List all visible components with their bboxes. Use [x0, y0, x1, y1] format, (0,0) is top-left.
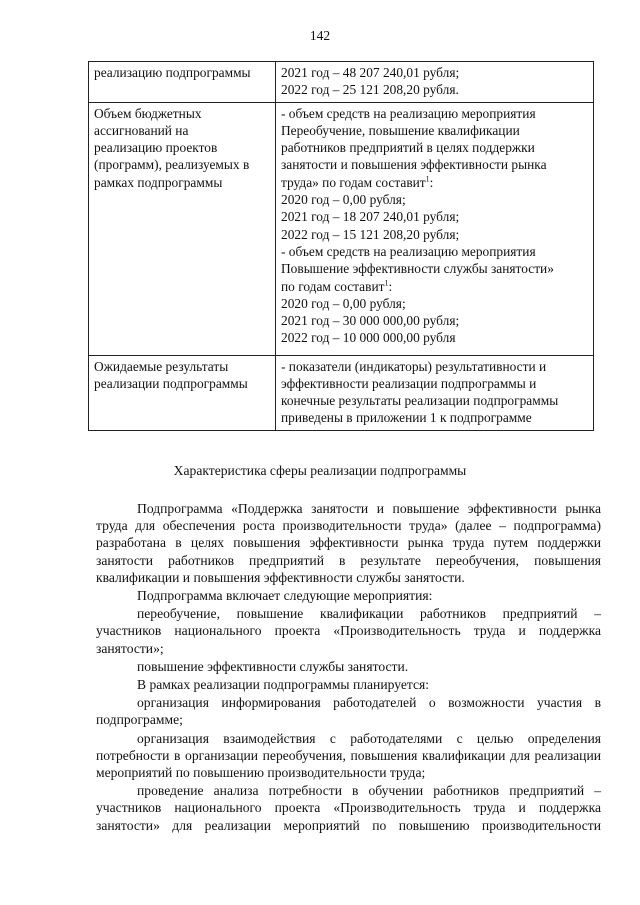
body-paragraph: проведение анализа потребности в обучении работников предприятий – участников национального проекта «Производительность труда и поддержка занятости» для реализации мероприятий по повышению производительности	[96, 783, 601, 833]
value-line: - объем средств на реализацию мероприятия	[281, 243, 536, 259]
value-line: 2022 год – 15 121 208,20 рубля;	[281, 226, 460, 242]
section-heading: Характеристика сферы реализации подпрограммы	[173, 463, 467, 478]
body-paragraph: Подпрограмма включает следующие мероприятия:	[137, 588, 433, 604]
table-value-cell	[276, 62, 594, 103]
subprogram-passport-table	[88, 61, 594, 431]
value-line: Переобучение, повышение квалификации	[281, 122, 520, 138]
value-line: 2020 год – 0,00 рубля;	[281, 295, 406, 311]
body-paragraph: организация информирования работодателей о возможности участия в подпрограмме;	[96, 695, 601, 728]
value-line: 2022 год – 25 121 208,20 рубля.	[281, 82, 459, 98]
label-line: рамках подпрограммы	[94, 174, 223, 190]
footnote-mark: 1	[425, 174, 430, 184]
value-line: - объем средств на реализацию мероприятия	[281, 105, 536, 121]
label-line: ассигнований на	[94, 122, 189, 138]
value-line: работников предприятий в целях поддержки	[281, 140, 535, 156]
value-line: 2021 год – 30 000 000,00 рубля;	[281, 313, 460, 329]
table-row	[89, 62, 594, 103]
table-row	[89, 355, 594, 430]
table-value-cell	[276, 102, 594, 355]
body-paragraph: организация взаимодействия с работодателями с целью определения потребности в организации переобучения, повышения квалификации для реализации мероприятий по повышению производительности труда;	[96, 730, 601, 781]
footnote-suffix: :	[429, 174, 434, 190]
label-line: реализацию подпрограммы	[94, 65, 251, 80]
label-line: (программ), реализуемых в	[94, 157, 250, 173]
value-line: конечные результаты реализации подпрограммы	[281, 393, 559, 409]
label-line: реализацию проектов	[94, 140, 218, 156]
value-line: 2021 год – 48 207 240,01 рубля;	[281, 65, 460, 80]
label-line: реализации подпрограммы	[94, 375, 248, 391]
value-line	[281, 174, 588, 191]
value-line: эффективности реализации подпрограммы и	[281, 375, 537, 391]
value-line: занятости и повышения эффективности рынка	[281, 157, 547, 173]
table-value-cell	[276, 355, 594, 430]
page-number: 142	[309, 28, 331, 43]
footnote-suffix: :	[388, 278, 393, 294]
value-line: 2022 год – 10 000 000,00 рубля	[281, 330, 456, 346]
body-paragraph: переобучение, повышение квалификации работников предприятий – участников национального проекта «Производительность труда и поддержка занятости»;	[96, 606, 601, 656]
table-row	[89, 102, 594, 355]
table-label-cell	[89, 102, 276, 355]
value-line: 2021 год – 18 207 240,01 рубля;	[281, 209, 460, 225]
footnote-mark: 1	[384, 278, 389, 288]
body-paragraph: Подпрограмма «Поддержка занятости и повышение эффективности рынка труда для обеспечения роста производительности труда» (далее – подпрограмма) разработана в целях повышения эффективности рынка труда путем поддержки занятости работников предприятий в результате переобучения, повышения квалификации и повышения эффективности службы занятости.	[96, 501, 601, 585]
value-line	[281, 278, 588, 295]
value-line: приведены в приложении 1 к подпрограмме	[281, 410, 532, 426]
value-line: 2020 год – 0,00 рубля;	[281, 192, 406, 208]
body-text	[96, 500, 601, 835]
value-line: - показатели (индикаторы) результативности и	[281, 358, 547, 374]
value-line: Повышение эффективности службы занятости»	[281, 261, 554, 277]
body-paragraph: В рамках реализации подпрограммы планируется:	[137, 677, 430, 693]
label-line: Объем бюджетных	[94, 105, 202, 121]
table-label-cell	[89, 62, 276, 103]
table-label-cell	[89, 355, 276, 430]
body-paragraph: повышение эффективности службы занятости.	[137, 658, 409, 674]
label-line: Ожидаемые результаты	[94, 358, 229, 374]
value-text: по годам составит	[281, 278, 385, 294]
value-text: труда» по годам составит	[281, 174, 426, 190]
